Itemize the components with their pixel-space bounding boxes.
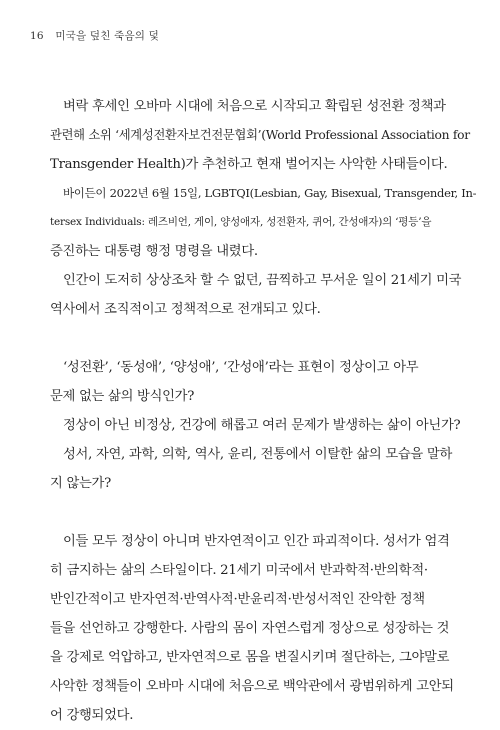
text-line: 관련해 소위 ‘세계성전환자보건전문협회’(World Professional Association for — [50, 128, 470, 142]
running-header — [30, 28, 159, 43]
running-title: 미국을 덮친 죽음의 덫 — [55, 30, 160, 42]
paragraph-4 — [50, 353, 462, 411]
page-number: 16 — [30, 30, 44, 42]
text-line: 정상이 아닌 비정상, 건강에 해롭고 여러 문제가 발생하는 삶이 아닌가? — [63, 418, 461, 433]
paragraph-5 — [50, 411, 462, 440]
text-line: 성서, 자연, 과학, 의학, 역사, 윤리, 전통에서 이탈한 삶의 모습을 말하 — [63, 447, 452, 462]
text-line: 을 강제로 억압하고, 반자연적으로 몸을 변질시키며 절단하는, 그야말로 — [50, 650, 450, 665]
text-line: 인간이 도저히 상상조차 할 수 없던, 끔찍하고 무서운 일이 21세기 미국 — [63, 273, 462, 288]
text-line: 어 강행되었다. — [50, 708, 134, 723]
text-line: 사악한 정책들이 오바마 시대에 처음으로 백악관에서 광범위하게 고안되 — [50, 679, 454, 694]
text-line: 히 금지하는 삶의 스타일이다. 21세기 미국에서 반과학적·반의학적· — [50, 563, 428, 578]
text-line: ‘성전환’, ‘동성애’, ‘양성애’, ‘간성애’라는 표현이 정상이고 아무 — [63, 360, 419, 375]
paragraph-2 — [50, 179, 477, 266]
text-line: 바이든이 2022년 6월 15일, LGBTQI(Lesbian, Gay, Bisexual, Transgender, In- — [63, 186, 477, 200]
paragraph-3 — [50, 266, 462, 324]
text-line: 반인간적이고 반자연적·반역사적·반윤리적·반성서적인 잔악한 정책 — [50, 592, 425, 607]
text-line: 역사에서 조직적이고 정책적으로 전개되고 있다. — [50, 302, 321, 317]
paragraph-1 — [50, 92, 470, 179]
text-line: 문제 없는 삶의 방식인가? — [50, 389, 195, 404]
text-line: 증진하는 대통령 행정 명령을 내렸다. — [50, 244, 258, 259]
text-line: tersex Individuals: 레즈비언, 게이, 양성애자, 성전환자, 퀴어, 간성애자)의 ‘평등’을 — [50, 216, 432, 228]
paragraph-7 — [50, 527, 462, 730]
text-line: 이들 모두 정상이 아니며 반자연적이고 인간 파괴적이다. 성서가 엄격 — [63, 534, 450, 549]
paragraph-6 — [50, 440, 462, 498]
text-line: 벼락 후세인 오바마 시대에 처음으로 시작되고 확립된 성전환 정책과 — [63, 99, 446, 114]
body-text — [50, 92, 477, 730]
text-line: Transgender Health)가 추천하고 현재 벌어지는 사악한 사태들이다. — [50, 157, 448, 172]
text-line: 지 않는가? — [50, 476, 111, 491]
text-line: 들을 선언하고 강행한다. 사람의 몸이 자연스럽게 정상으로 성장하는 것 — [50, 621, 450, 636]
